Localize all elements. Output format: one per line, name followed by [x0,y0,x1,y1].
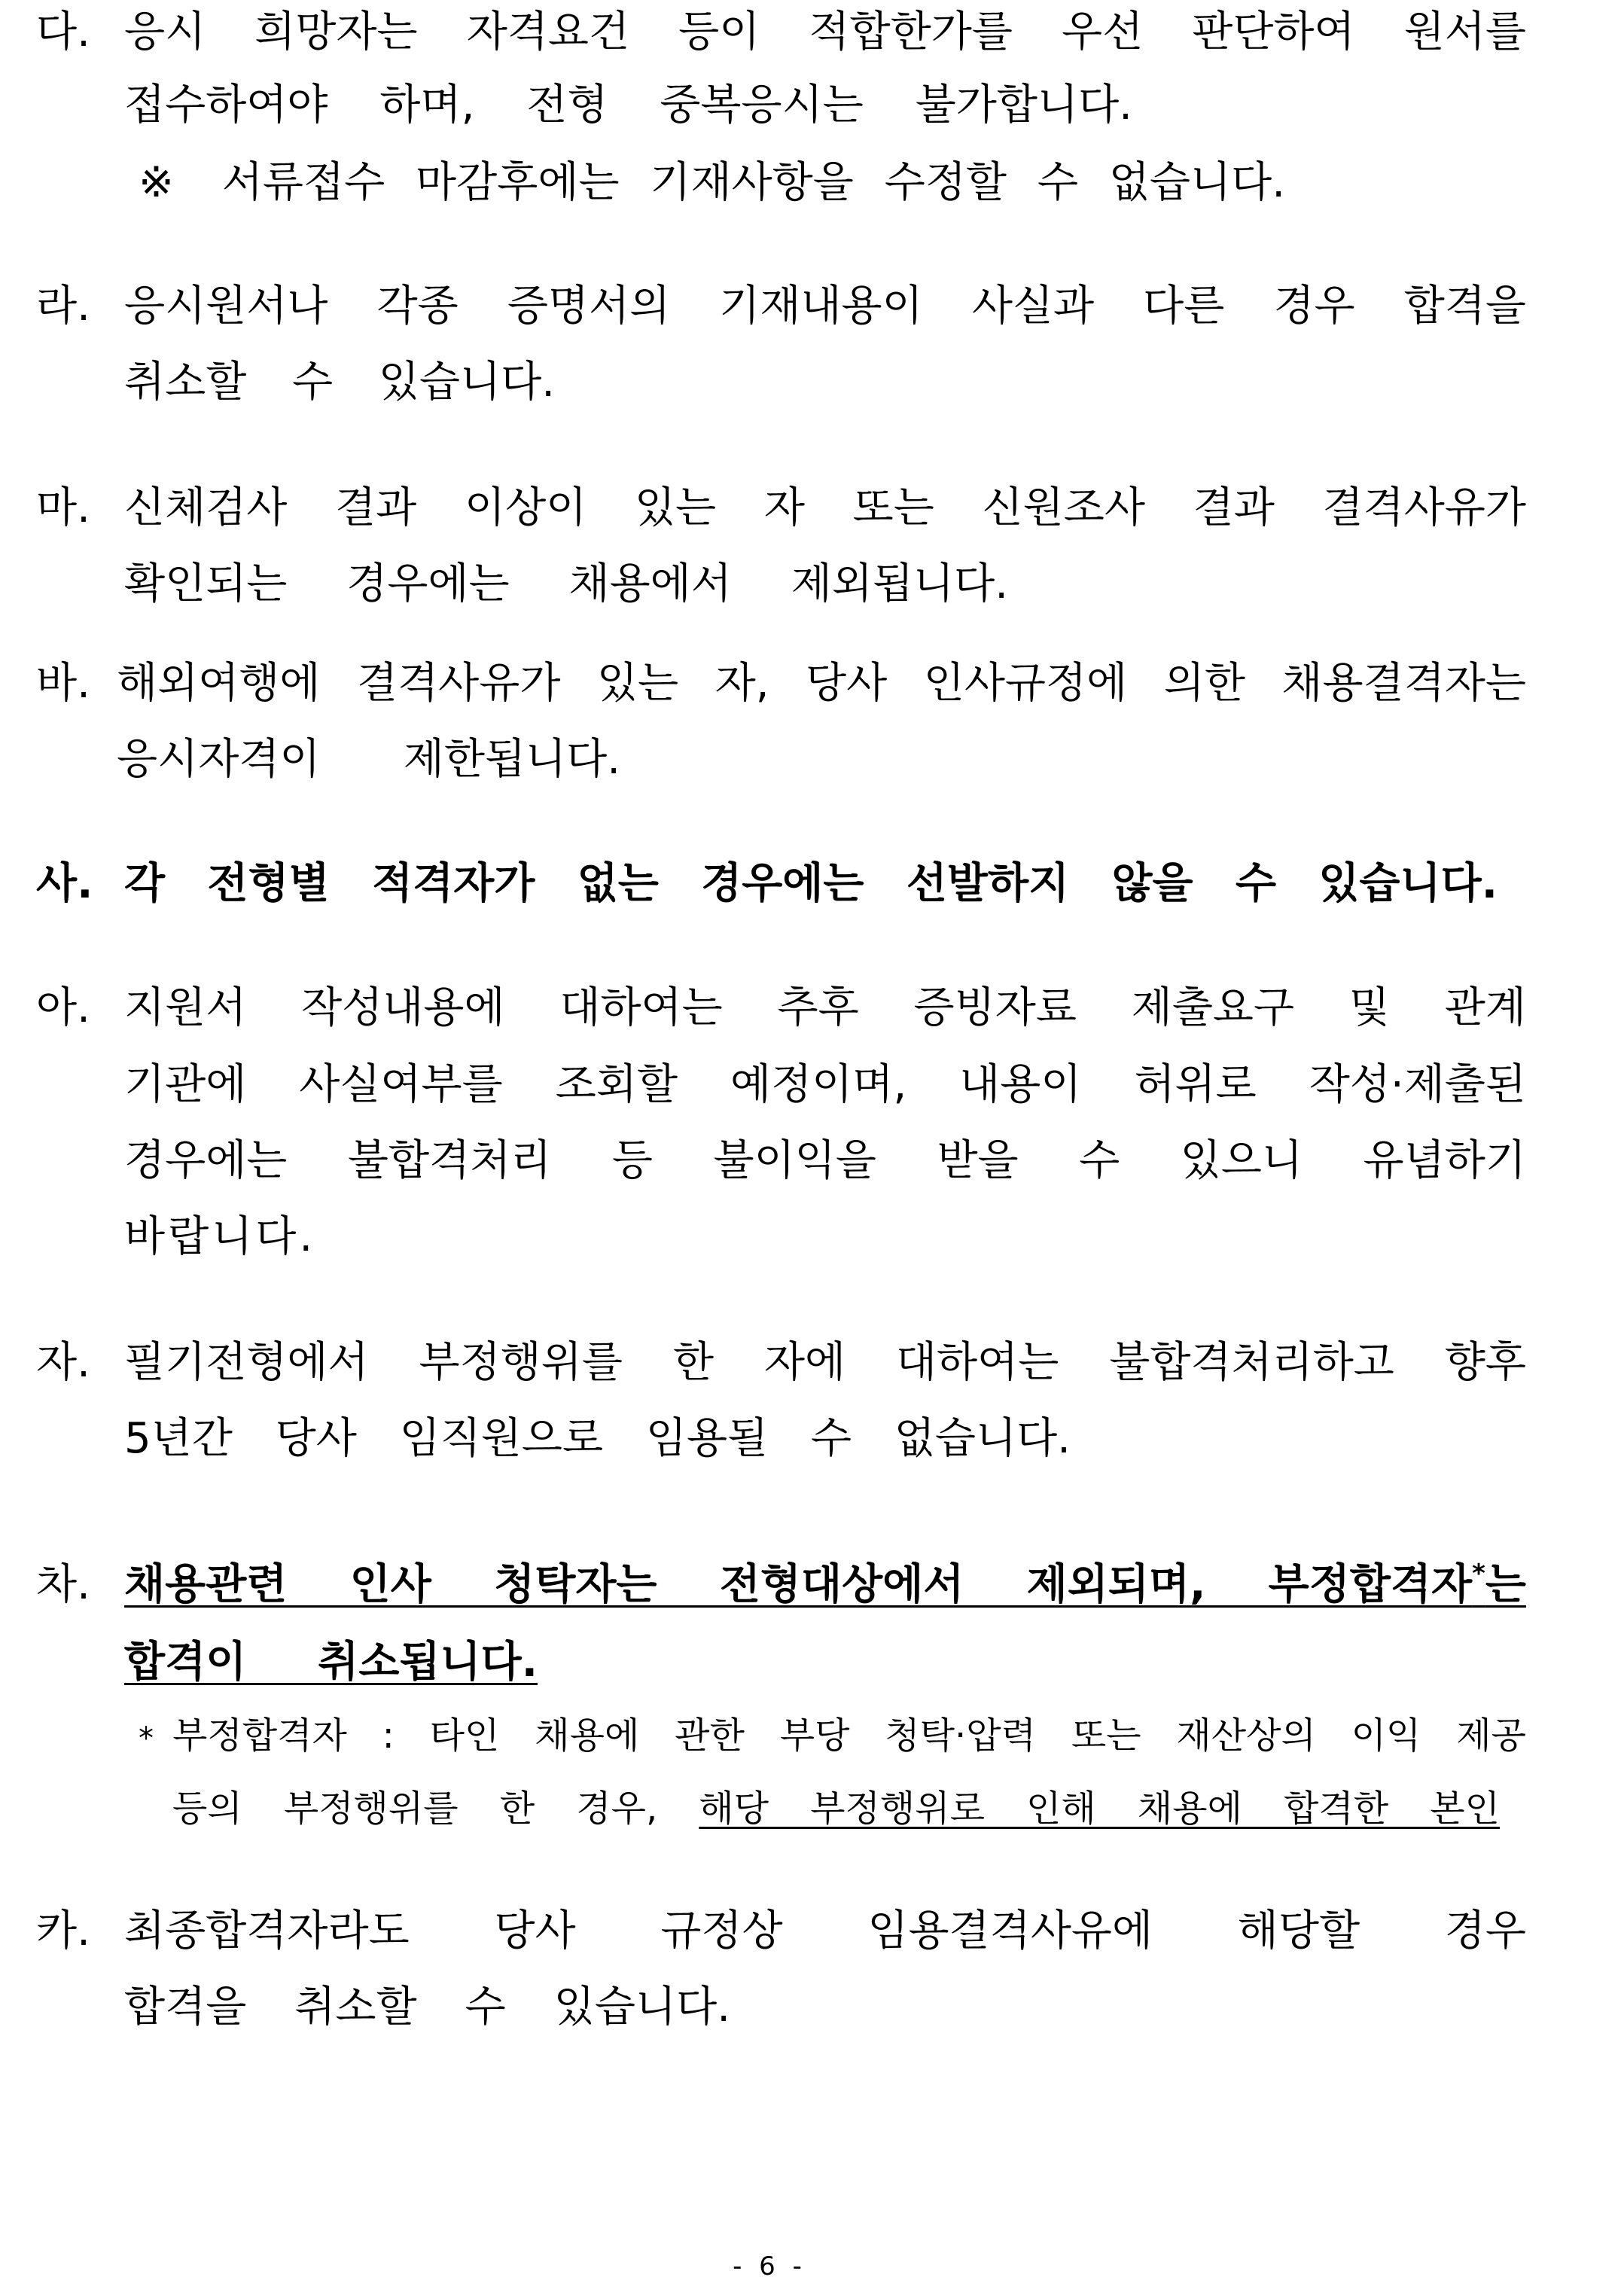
item-label-cha: 차. [36,1560,90,1609]
item-label-ma: 마. [36,483,90,532]
footnote-ref-marker: * [1472,1559,1485,1589]
item-ja-line-1: 필기전형에서 부정행위를 한 자에 대하여는 불합격처리하고 향후 [124,1338,1526,1387]
item-da-line-2: 접수하여야 하며, 전형 중복응시는 불가합니다. [124,81,1132,130]
item-ba-line-1: 해외여행에 결격사유가 있는 자, 당사 인사규정에 의한 채용결격자는 [117,659,1526,708]
footnote-line-2-underlined: 해당 부정행위로 인해 채용에 합격한 본인 [699,1788,1500,1830]
item-label-ba: 바. [36,659,90,708]
item-da-line-1: 응시 희망자는 자격요건 등이 적합한가를 우선 판단하여 원서를 [124,8,1526,56]
item-label-a: 아. [36,983,90,1032]
item-cha-line-1-end: 는 [1485,1560,1526,1609]
item-cha-line-1 [124,1559,1526,1610]
item-cha-line-1-text: 채용관련 인사 청탁자는 전형대상에서 제외되며, 부정합격자 [124,1560,1473,1609]
footnote-line-1: 부정합격자 : 타인 채용에 관한 부당 청탁·압력 또는 재산상의 이익 제공 [172,1714,1526,1757]
item-a-line-1: 지원서 작성내용에 대하여는 추후 증빙자료 제출요구 및 관계 [124,983,1526,1032]
item-ka-line-2: 합격을 취소할 수 있습니다. [124,1983,730,2031]
footnote-line-2-plain: 등의 부정행위를 한 경우, [172,1788,699,1830]
item-ra-line-1: 응시원서나 각종 증명서의 기재내용이 사실과 다른 경우 합격을 [124,282,1526,331]
item-ma-line-1: 신체검사 결과 이상이 있는 자 또는 신원조사 결과 결격사유가 [124,483,1526,532]
item-a-line-2: 기관에 사실여부를 조회할 예정이며, 내용이 허위로 작성·제출된 [124,1060,1526,1109]
item-ra-line-2: 취소할 수 있습니다. [124,358,555,407]
item-ma-line-2: 확인되는 경우에는 채용에서 제외됩니다. [124,559,1008,608]
item-label-ka: 카. [36,1907,90,1955]
footnote-marker: * [139,1721,154,1756]
item-sa-line-1: 각 전형별 적격자가 없는 경우에는 선발하지 않을 수 있습니다. [124,859,1498,908]
item-a-line-3: 경우에는 불합격처리 등 불이익을 받을 수 있으니 유념하기 [124,1136,1526,1185]
item-ka-line-1: 최종합격자라도 당사 규정상 임용결격사유에 해당할 경우 [124,1907,1526,1955]
item-a-line-4: 바랍니다. [124,1212,316,1261]
item-da-note: ※ 서류접수 마감후에는 기재사항을 수정할 수 없습니다. [139,158,1285,207]
page-number: - 6 - [733,2251,806,2281]
item-label-ja: 자. [36,1338,90,1387]
item-ba-line-2: 응시자격이 제한됩니다. [117,735,620,784]
item-cha-line-2: 합격이 취소됩니다. [124,1638,538,1687]
item-label-da: 다. [36,8,90,56]
item-label-sa: 사. [36,859,93,908]
item-ja-line-2: 5년간 당사 임직원으로 임용될 수 없습니다. [124,1414,1071,1463]
item-label-ra: 라. [36,282,90,331]
footnote-line-2 [172,1787,1500,1830]
